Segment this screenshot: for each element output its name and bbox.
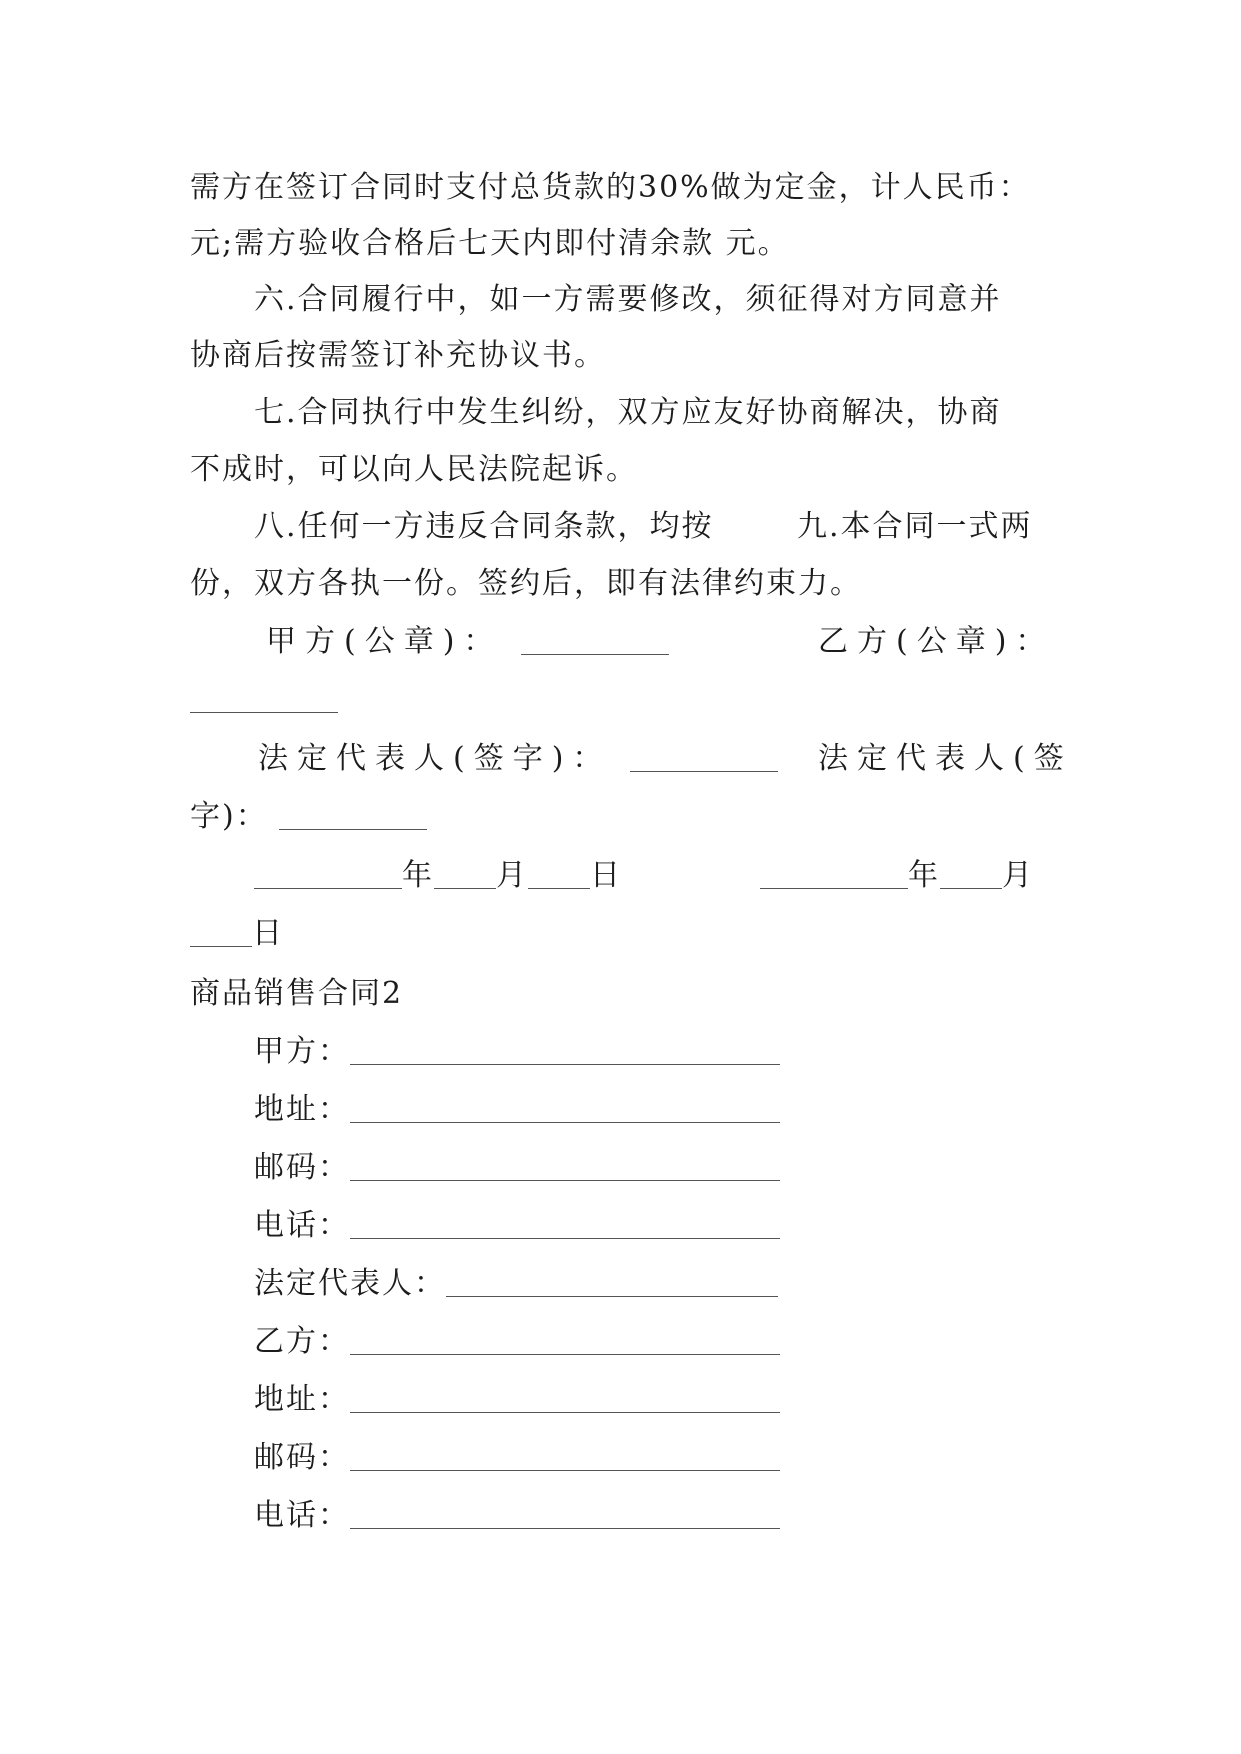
postcode-b-blank bbox=[350, 1440, 780, 1471]
rep-b-blank bbox=[279, 799, 427, 830]
field-phone-a: 电话： bbox=[254, 1206, 780, 1246]
party-b-seal-blank-row bbox=[190, 680, 338, 720]
clause-9-text: 九.本合同一式两 bbox=[797, 509, 1033, 544]
date-a-month-blank bbox=[434, 858, 496, 889]
field-party-a: 甲方： bbox=[254, 1032, 780, 1072]
field-party-b: 乙方： bbox=[254, 1322, 780, 1362]
clause-8-text: 八.任何一方违反合同条款，均按 bbox=[254, 509, 714, 544]
date-a-year-blank bbox=[254, 858, 402, 889]
field-address-b: 地址： bbox=[254, 1380, 780, 1420]
rep-b-label-cont: 字)： bbox=[190, 797, 427, 837]
field-phone-b: 电话： bbox=[254, 1496, 780, 1536]
party-b-blank bbox=[350, 1324, 780, 1355]
field-legal-rep: 法定代表人： bbox=[254, 1264, 778, 1304]
clause-7-line-2: 不成时，可以向人民法院起诉。 bbox=[190, 452, 638, 487]
clause-6-line-1: 六.合同履行中，如一方需要修改，须征得对方同意并 bbox=[254, 282, 1002, 317]
party-b-seal-label: 乙方(公章)： bbox=[818, 624, 1055, 659]
date-b-day-blank bbox=[190, 916, 252, 947]
date-b-year-blank bbox=[760, 858, 908, 889]
address-a-blank bbox=[350, 1092, 780, 1123]
clause-5-line-1: 需方在签订合同时支付总货款的30%做为定金，计人民币： bbox=[190, 170, 1031, 205]
party-b-seal-blank bbox=[190, 682, 338, 713]
date-b: 年 月 bbox=[760, 856, 1034, 896]
legal-rep-blank bbox=[446, 1266, 778, 1297]
clause-6-line-2: 协商后按需签订补充协议书。 bbox=[190, 338, 606, 373]
contract-2-title: 商品销售合同2 bbox=[190, 976, 404, 1011]
rep-a-label: 法定代表人(签字)： bbox=[258, 739, 778, 779]
clause-7-line-1: 七.合同执行中发生纠纷，双方应友好协商解决，协商 bbox=[254, 395, 1002, 430]
date-a: 年 月 日 bbox=[254, 856, 622, 896]
party-a-seal-blank bbox=[521, 624, 669, 655]
party-a-blank bbox=[350, 1034, 780, 1065]
rep-a-blank bbox=[630, 741, 778, 772]
date-b-month-blank bbox=[940, 858, 1002, 889]
rep-b-label: 法定代表人(签 bbox=[818, 741, 1073, 776]
address-b-blank bbox=[350, 1382, 780, 1413]
phone-a-blank bbox=[350, 1208, 780, 1239]
field-address-a: 地址： bbox=[254, 1090, 780, 1130]
date-b-cont: 日 bbox=[190, 914, 284, 954]
field-postcode-a: 邮码： bbox=[254, 1148, 780, 1188]
phone-b-blank bbox=[350, 1498, 780, 1529]
party-a-seal-label: 甲方(公章)： bbox=[266, 622, 669, 662]
clause-5-line-2: 元;需方验收合格后七天内即付清余款 元。 bbox=[190, 226, 790, 261]
date-a-day-blank bbox=[528, 858, 590, 889]
clause-8-line-2: 份，双方各执一份。签约后，即有法律约束力。 bbox=[190, 566, 862, 601]
field-postcode-b: 邮码： bbox=[254, 1438, 780, 1478]
postcode-a-blank bbox=[350, 1150, 780, 1181]
